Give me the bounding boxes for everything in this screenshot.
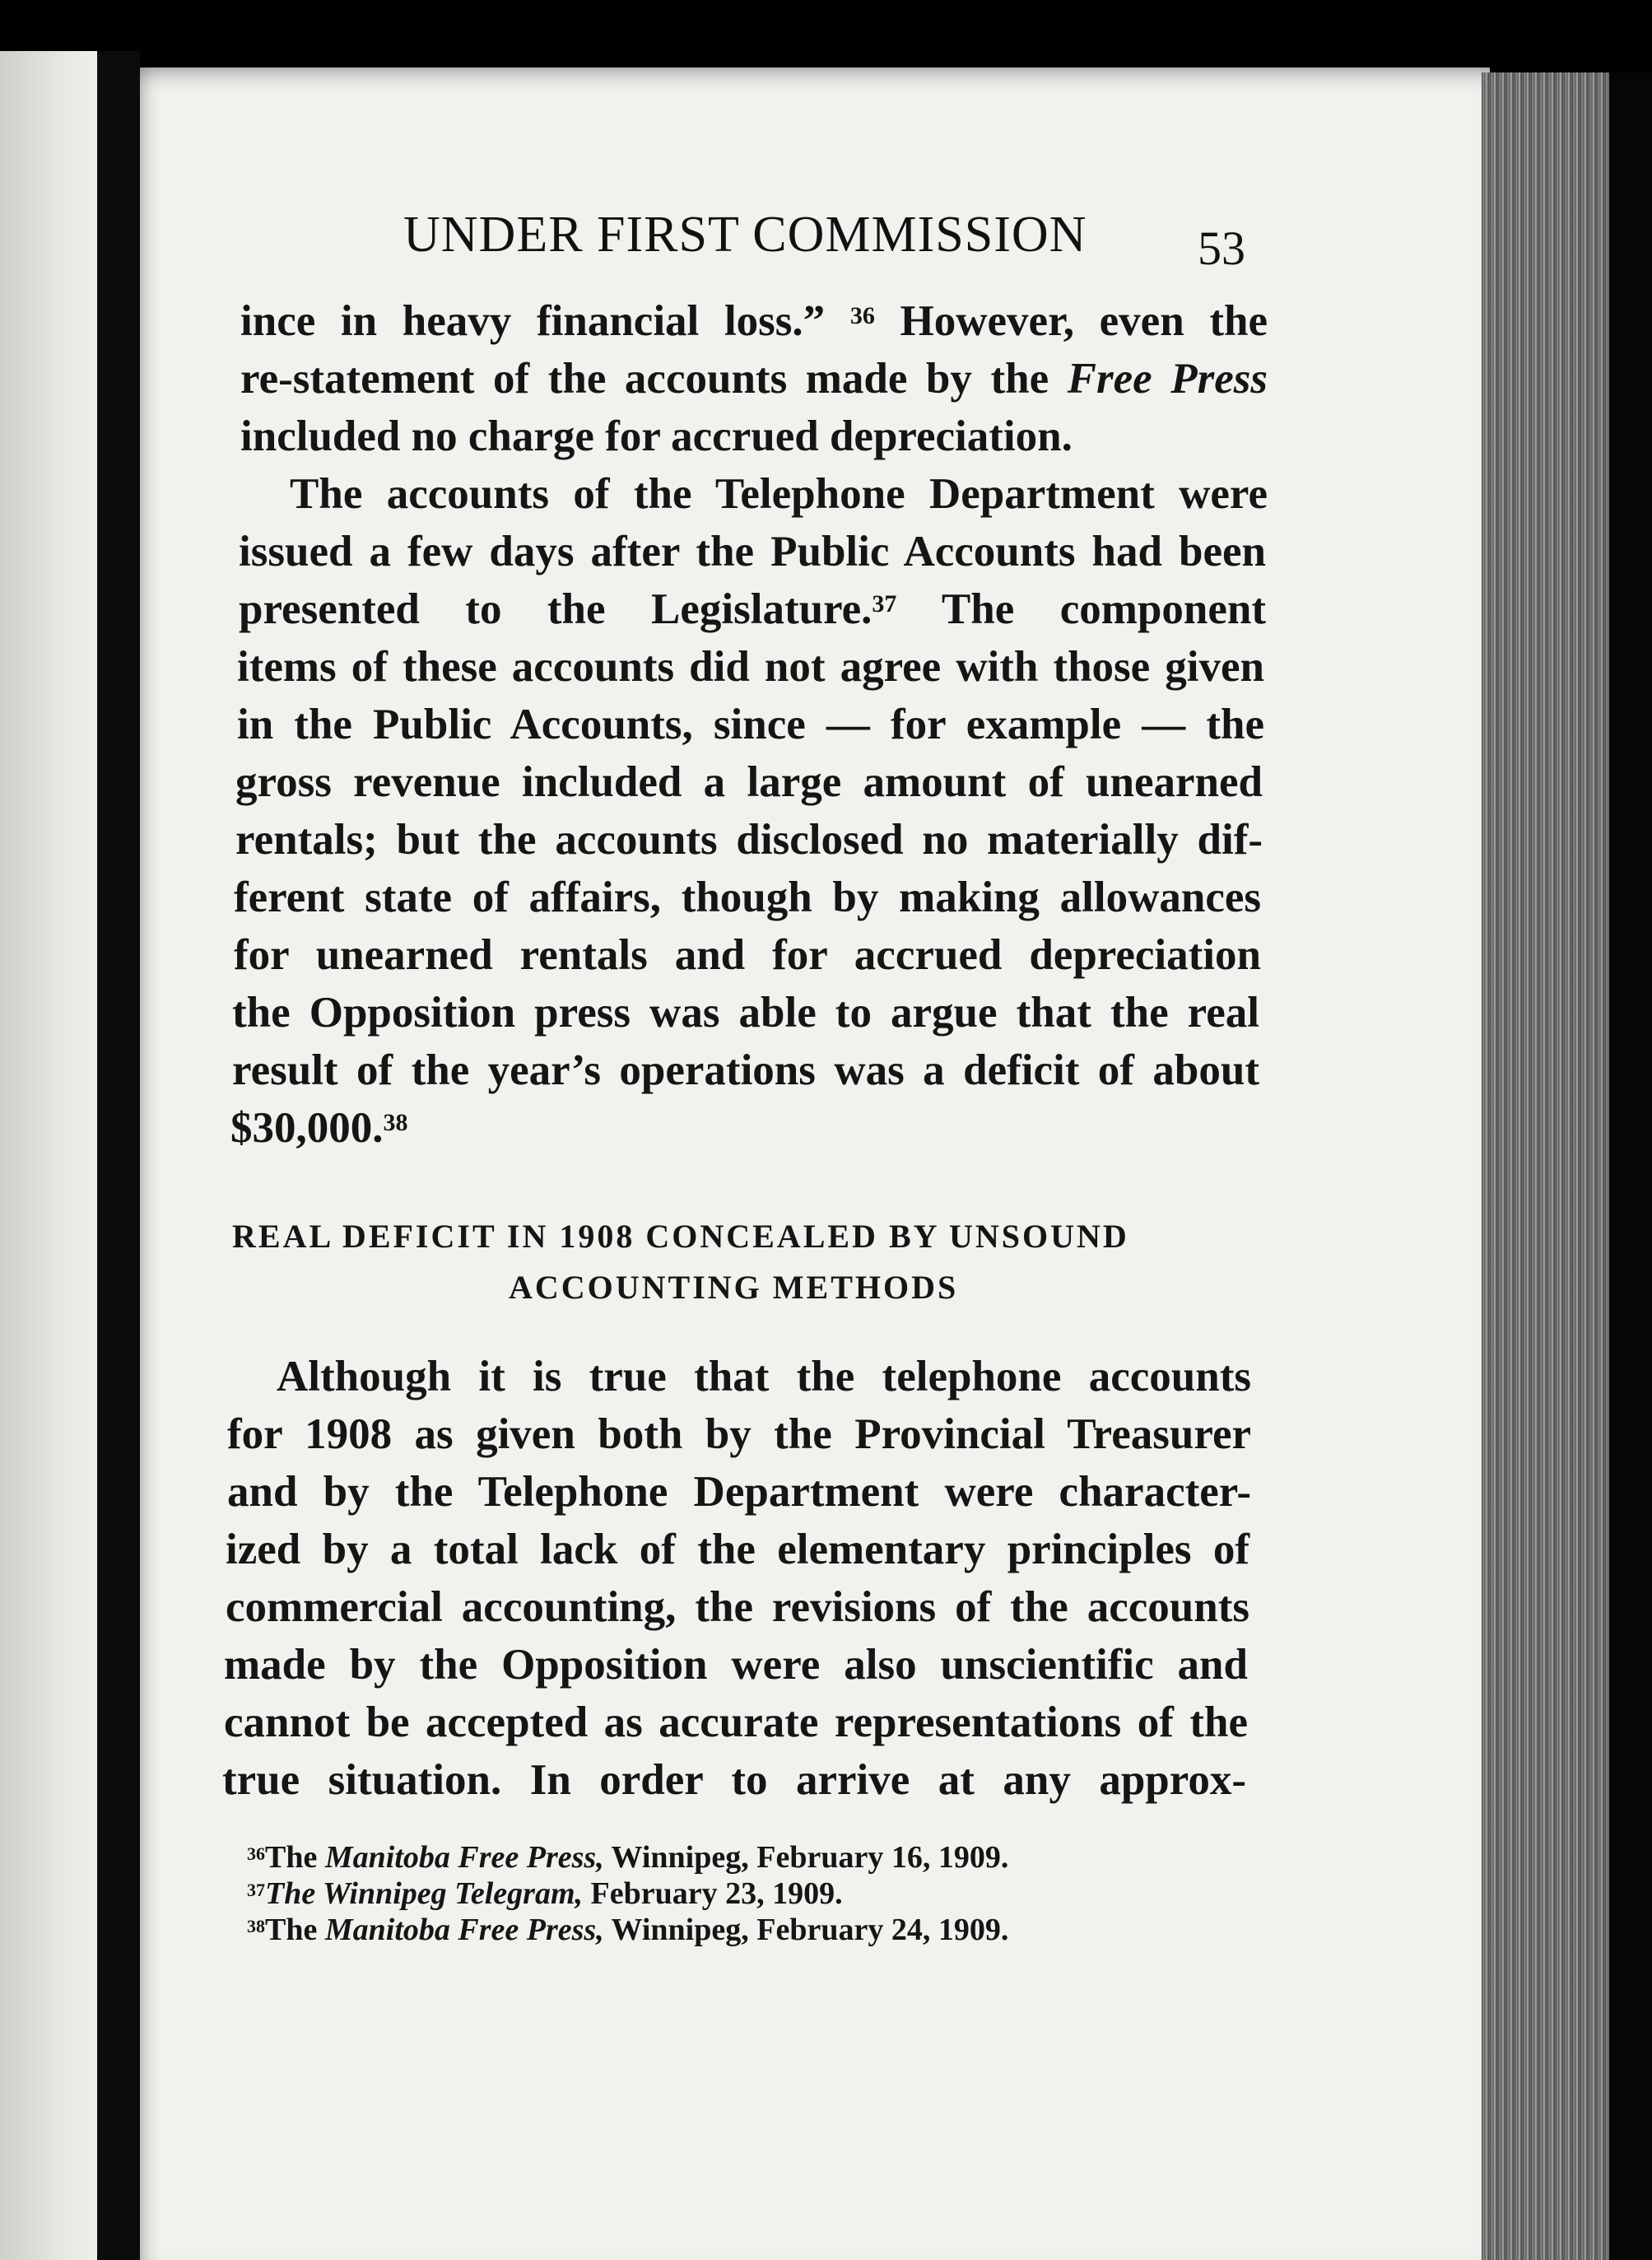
page-number: 53: [1198, 221, 1245, 275]
italic-title: The Winnipeg Telegram,: [265, 1876, 584, 1911]
text-line: true situation. In order to arrive at any approx-: [222, 1756, 1246, 1804]
footnote-number: 37: [247, 1880, 265, 1900]
text-line: cannot be accepted as accurate representations of the: [224, 1698, 1248, 1746]
text-line: and by the Telephone Department were character-: [227, 1468, 1251, 1516]
text-line: [240, 295, 1268, 347]
italic-title: Manitoba Free Press,: [324, 1913, 604, 1947]
italic-title: Manitoba Free Press,: [324, 1840, 604, 1875]
text-span: The: [265, 1913, 318, 1947]
section-heading-line-1: REAL DEFICIT IN 1908 CONCEALED BY UNSOUND: [232, 1218, 1129, 1255]
text-line: in the Public Accounts, since — for example — the: [237, 701, 1264, 748]
text-span: Winnipeg, February 24, 1909.: [611, 1913, 1009, 1947]
text-line: made by the Opposition were also unscientific and: [224, 1641, 1248, 1689]
section-heading-line-2: ACCOUNTING METHODS: [509, 1269, 959, 1306]
text-line: the Opposition press was able to argue that the real: [232, 989, 1259, 1037]
book-gutter: [97, 51, 140, 2260]
text-span: The: [265, 1840, 318, 1875]
text-line: commercial accounting, the revisions of the accounts: [226, 1583, 1249, 1631]
text-line: gross revenue included a large amount of unearned: [235, 758, 1263, 806]
footnote-ref[interactable]: 38: [383, 1109, 408, 1136]
text-span: $30,000.: [230, 1104, 384, 1152]
text-line: ized by a total lack of the elementary principles of: [226, 1526, 1249, 1573]
text-span: ince in heavy financial loss.”: [240, 297, 826, 345]
running-head: UNDER FIRST COMMISSION: [403, 207, 1087, 263]
footnote-ref[interactable]: 37: [872, 590, 897, 617]
text-span: The component: [941, 585, 1266, 633]
text-line: for unearned rentals and for accrued depreciation: [234, 931, 1261, 979]
text-span: However, even the: [900, 297, 1268, 345]
text-line: [230, 1102, 1258, 1154]
text-line: ferent state of affairs, though by making allowances: [234, 874, 1261, 921]
footnote-36: [247, 1839, 1008, 1876]
footnote-37: [247, 1876, 843, 1912]
text-line: The accounts of the Telephone Department were: [290, 470, 1268, 518]
text-line: issued a few days after the Public Accounts had been: [239, 528, 1266, 575]
page-stack-edge: [1482, 72, 1609, 2260]
text-line: Although it is true that the telephone accounts: [277, 1353, 1251, 1400]
footnote-38: [247, 1912, 1008, 1948]
text-line: for 1908 as given both by the Provincial Treasurer: [227, 1410, 1251, 1458]
text-span: Winnipeg, February 16, 1909.: [611, 1840, 1009, 1875]
footnote-number: 36: [247, 1843, 265, 1864]
footnote-number: 38: [247, 1916, 265, 1936]
text-line: rentals; but the accounts disclosed no materially dif-: [235, 816, 1263, 864]
text-line: items of these accounts did not agree with those given: [237, 643, 1264, 691]
right-shadow: [1609, 72, 1652, 2260]
previous-page-edge: [0, 51, 97, 2260]
text-span: presented to the Legislature.: [239, 585, 873, 633]
italic-title: Free Press: [1067, 355, 1268, 403]
text-line: [239, 583, 1266, 636]
text-line: included no charge for accrued depreciation.: [240, 412, 1073, 460]
text-line: [240, 352, 1268, 405]
footnote-ref[interactable]: 36: [849, 302, 875, 329]
text-span: re-statement of the accounts made by the: [240, 355, 1049, 403]
text-span: February 23, 1909.: [590, 1876, 843, 1911]
text-line: result of the year’s operations was a deficit of about: [232, 1046, 1259, 1094]
